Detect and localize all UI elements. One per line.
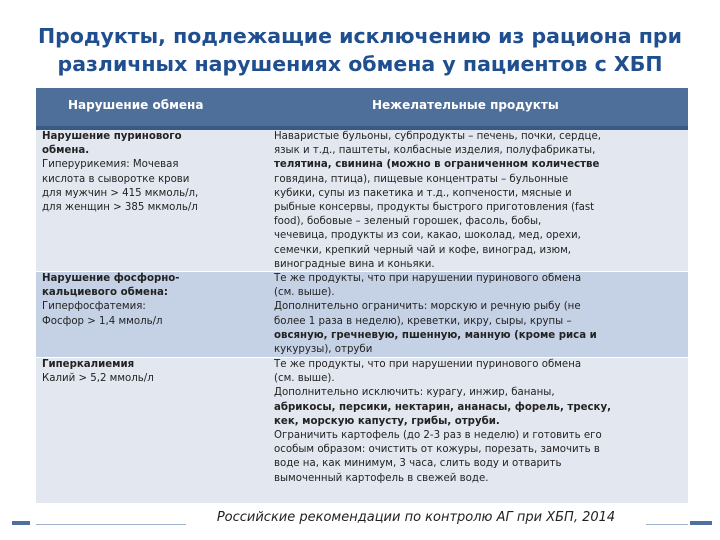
products-line: (см. выше).	[274, 287, 335, 299]
products-line: кукурузы), отруби	[274, 344, 373, 356]
products-line: семечки, крепкий черный чай и кофе, виноград, изюм,	[274, 244, 572, 256]
products-line: абрикосы, персики, нектарин, ананасы, форель, треску,	[274, 401, 611, 413]
disorder-line: Калий > 5,2 ммоль/л	[42, 373, 154, 385]
table-row-purine	[36, 130, 688, 272]
disorder-cell	[42, 358, 154, 386]
decor-bar-left	[12, 521, 30, 525]
products-line: (см. выше).	[274, 373, 335, 385]
products-line: овсяную, гречневую, пшенную, манную (кроме риса и	[274, 329, 597, 341]
title-line-2: различных нарушениях обмена у пациентов с ХБП	[57, 52, 663, 76]
disorder-cell	[42, 130, 198, 215]
title-line-1: Продукты, подлежащие исключению из рациона при	[38, 24, 682, 48]
products-line: особым образом: очистить от кожуры, порезать, замочить в	[274, 444, 600, 456]
disorder-line: для женщин > 385 мкмоль/л	[42, 202, 198, 214]
products-line: кек, морскую капусту, грибы, отруби.	[274, 415, 500, 427]
products-cell	[274, 272, 597, 357]
disorder-line: обмена.	[42, 145, 90, 157]
products-line: более 1 раза в неделю), креветки, икру, сыры, крупы –	[274, 315, 572, 327]
decor-bar-right	[690, 521, 712, 525]
disorder-line: для мужчин > 415 мкмоль/л,	[42, 187, 199, 199]
table-row-potassium	[36, 358, 688, 503]
disorder-cell	[42, 272, 180, 329]
products-line: Ограничить картофель (до 2-3 раз в неделю) и готовить его	[274, 430, 602, 442]
header-disorder: Нарушение обмена	[68, 98, 204, 112]
disorder-line: Нарушение фосфорно-	[42, 273, 180, 284]
products-line: Те же продукты, что при нарушении пуринового обмена	[274, 359, 582, 370]
products-line: телятина, свинина (можно в ограниченном количестве	[274, 159, 600, 171]
products-line: воде на, как минимум, 3 часа, слить воду и отварить	[274, 458, 562, 470]
disorder-line: кальциевого обмена:	[42, 287, 168, 299]
products-line: говядина, птица), пищевые концентраты – бульонные	[274, 173, 569, 185]
disorder-line: Гиперурикемия: Мочевая	[42, 159, 179, 171]
products-cell	[274, 130, 601, 272]
disorder-line: Фосфор > 1,4 ммоль/л	[42, 315, 163, 327]
products-line: Дополнительно исключить: курагу, инжир, бананы,	[274, 387, 555, 399]
source-citation: Российские рекомендации по контролю АГ при ХБП, 2014	[186, 507, 646, 529]
slide-title	[0, 22, 720, 78]
table-header	[36, 88, 688, 130]
disorder-line: кислота в сыворотке крови	[42, 173, 190, 185]
products-line: вымоченный картофель в свежей воде.	[274, 472, 489, 484]
products-line: кубики, супы из пакетика и т.д., копчености, мясные и	[274, 187, 572, 199]
products-line: Дополнительно ограничить: морскую и речную рыбу (не	[274, 301, 581, 313]
disorder-line: Гиперкалиемия	[42, 359, 135, 370]
disorder-line: Гиперфосфатемия:	[42, 301, 146, 313]
products-line: рыбные консервы, продукты быстрого приготовления (fast	[274, 202, 595, 214]
products-line: язык и т.д., паштеты, колбасные изделия, полуфабрикаты,	[274, 145, 596, 157]
table-row-phosphorus	[36, 272, 688, 358]
header-products: Нежелательные продукты	[372, 98, 559, 112]
products-line: food), бобовые – зеленый горошек, фасоль, бобы,	[274, 216, 542, 228]
products-table	[36, 88, 688, 503]
disorder-line: Нарушение пуринового	[42, 131, 182, 142]
products-cell	[274, 358, 611, 486]
products-line: Наваристые бульоны, субпродукты – печень, почки, сердце,	[274, 131, 601, 142]
products-line: виноградные вина и коньяки.	[274, 258, 435, 270]
products-line: Те же продукты, что при нарушении пуринового обмена	[274, 273, 582, 284]
products-line: чечевица, продукты из сои, какао, шоколад, мед, орехи,	[274, 230, 581, 242]
